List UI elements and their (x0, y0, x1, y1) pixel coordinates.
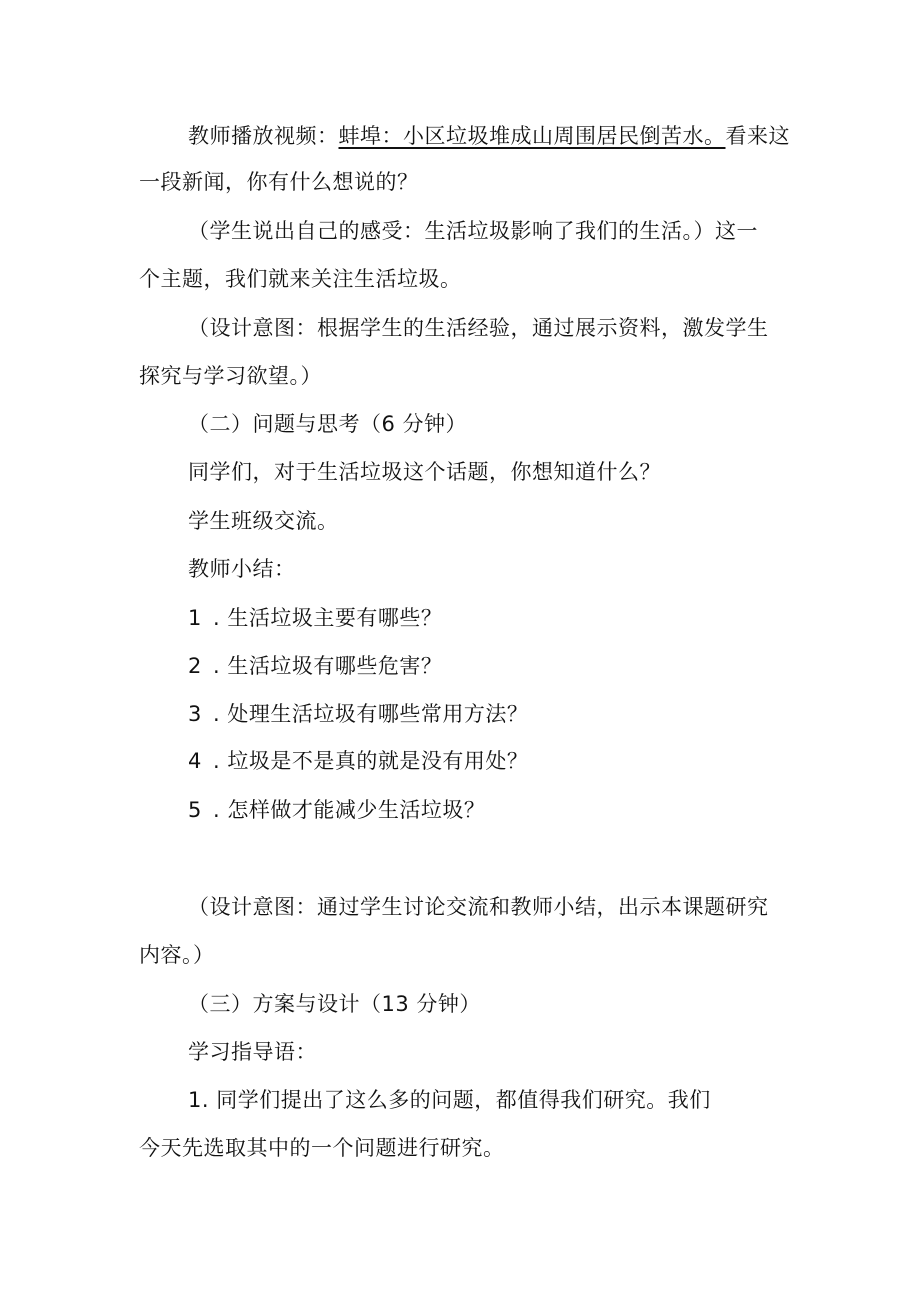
paragraph-line: 学生班级交流。 (188, 509, 339, 533)
video-intro-lead: 教师播放视频： (188, 124, 339, 148)
summary-label: 教师小结： (188, 557, 296, 581)
paragraph-line: 同学们，对于生活垃圾这个话题，你想知道什么？ (188, 460, 661, 484)
question-number: 1 (188, 606, 202, 630)
question-text: . 处理生活垃圾有哪些常用方法？ (213, 702, 529, 726)
section-heading-2: （二）问题与思考（6 分钟） (188, 412, 468, 436)
guide-label: 学习指导语： (188, 1040, 317, 1064)
question-number: 2 (188, 654, 202, 678)
question-text: . 生活垃圾主要有哪些？ (213, 606, 443, 630)
question-item (188, 699, 528, 729)
question-item (188, 651, 442, 681)
paragraph-line: 今天先选取其中的一个问题进行研究。 (139, 1136, 505, 1160)
question-text: . 生活垃圾有哪些危害？ (213, 654, 443, 678)
paragraph-video-intro (188, 121, 790, 151)
question-item (188, 795, 485, 825)
question-number: 4 (188, 749, 202, 773)
question-item (188, 746, 528, 776)
design-intent-note-cont: 内容。） (139, 943, 215, 967)
question-number: 5 (188, 798, 202, 822)
paragraph-line: 1. 同学们提出了这么多的问题，都值得我们研究。我们 (188, 1088, 711, 1112)
question-text: . 怎样做才能减少生活垃圾？ (213, 798, 486, 822)
section-heading-3: （三）方案与设计（13 分钟） (188, 992, 481, 1016)
question-text: . 垃圾是不是真的就是没有用处？ (213, 749, 529, 773)
design-intent-note: （设计意图：通过学生讨论交流和教师小结，出示本课题研究 (188, 895, 769, 919)
paragraph-line: 一段新闻，你有什么想说的？ (139, 170, 419, 194)
question-number: 3 (188, 702, 202, 726)
design-intent-note: （设计意图：根据学生的生活经验，通过展示资料，激发学生 (188, 316, 769, 340)
paragraph-line: （学生说出自己的感受：生活垃圾影响了我们的生活。）这一 (188, 219, 758, 243)
news-headline-underlined: 蚌埠：小区垃圾堆成山周围居民倒苦水。 (338, 124, 726, 148)
design-intent-note-cont: 探究与学习欲望。） (139, 364, 322, 388)
question-item (188, 603, 442, 633)
paragraph-line: 个主题，我们就来关注生活垃圾。 (139, 267, 462, 291)
video-intro-tail: 看来这 (725, 124, 790, 148)
